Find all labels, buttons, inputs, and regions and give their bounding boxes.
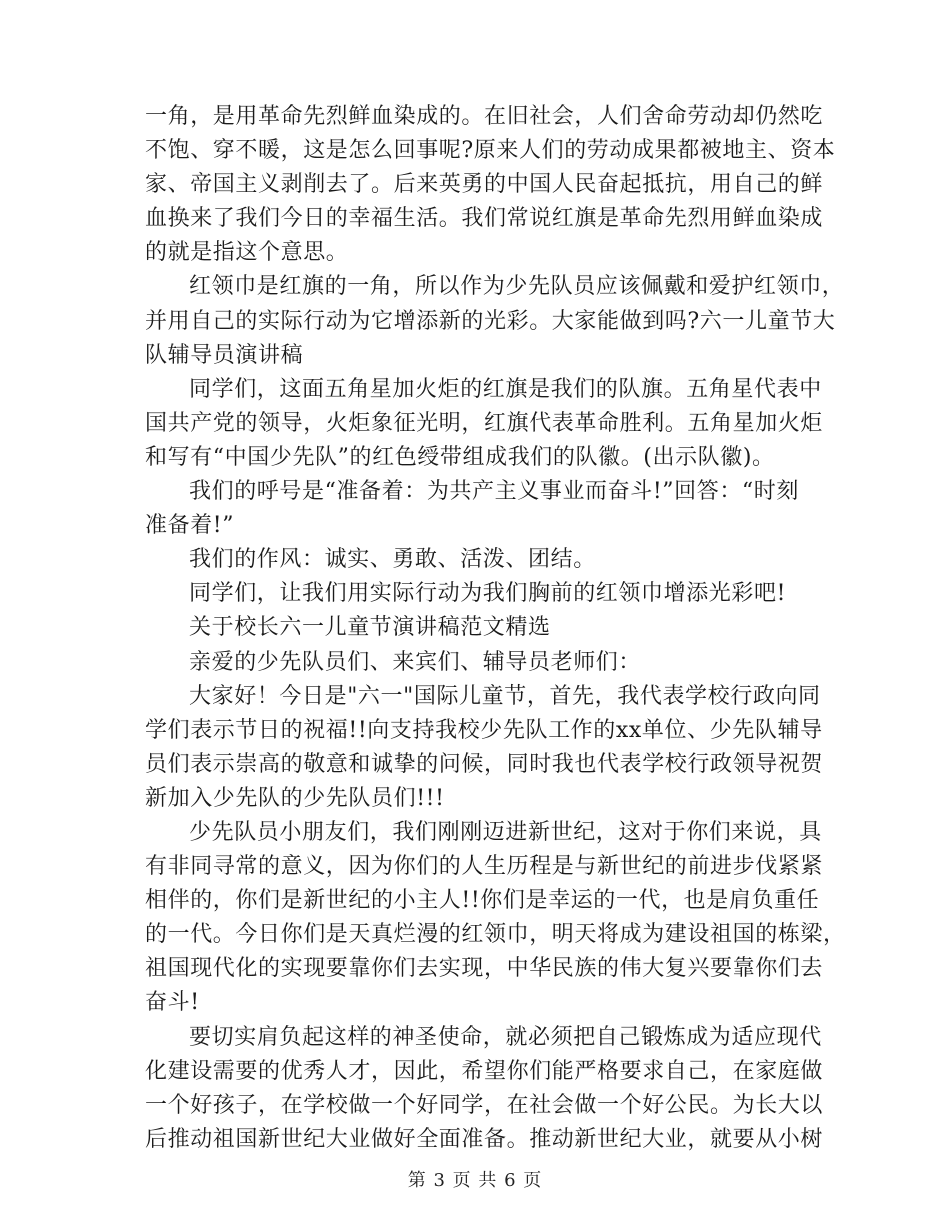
text-line: 学们表示节日的祝福!!向支持我校少先队工作的xx单位、少先队辅导 <box>145 717 823 743</box>
text-line: 血换来了我们今日的幸福生活。我们常说红旗是革命先烈用鲜血染成 <box>145 206 824 232</box>
text-line: 队辅导员演讲稿 <box>145 342 304 368</box>
text-line: 要切实肩负起这样的神圣使命，就必须把自己锻炼成为适应现代 <box>189 1024 822 1050</box>
text-line: 员们表示崇高的敬意和诚挚的问候，同时我也代表学校行政领导祝贺 <box>145 751 824 777</box>
text-line: 国共产党的领导，火炬象征光明，红旗代表革命胜利。五角星加火炬 <box>145 410 824 436</box>
text-line: 同学们，这面五角星加火炬的红旗是我们的队旗。五角星代表中 <box>189 376 822 402</box>
document-body <box>145 100 846 1157</box>
text-line: 和写有“中国少先队”的红色绶带组成我们的队徽。(出示队徽)。 <box>145 444 775 470</box>
text-line: 后推动祖国新世纪大业做好全面准备。推动新世纪大业，就要从小树 <box>145 1126 824 1152</box>
text-line: 化建设需要的优秀人才，因此，希望你们能严格要求自己，在家庭做 <box>145 1058 824 1084</box>
text-line: 相伴的，你们是新世纪的小主人!!你们是幸运的一代，也是肩负重任 <box>145 888 820 914</box>
text-line: 家、帝国主义剥削去了。后来英勇的中国人民奋起抵抗，用自己的鲜 <box>145 172 824 198</box>
text-line: 新加入少先队的少先队员们!!! <box>145 785 445 811</box>
text-line: 我们的呼号是“准备着：为共产主义事业而奋斗!”回答：“时刻 <box>189 479 799 505</box>
text-line: 奋斗! <box>145 990 200 1016</box>
text-line: 的一代。今日你们是天真烂漫的红领巾，明天将成为建设祖国的栋梁， <box>145 922 846 948</box>
text-line: 红领巾是红旗的一角，所以作为少先队员应该佩戴和爱护红领巾， <box>189 274 845 300</box>
text-line: 一个好孩子，在学校做一个好同学，在社会做一个好公民。为长大以 <box>145 1092 824 1118</box>
text-line: 有非同寻常的意义，因为你们的人生历程是与新世纪的前进步伐紧紧 <box>145 854 824 880</box>
text-line: 的就是指这个意思。 <box>145 240 349 266</box>
text-line: 大家好！今日是"六一"国际儿童节，首先，我代表学校行政向同 <box>189 683 821 709</box>
text-line: 不饱、穿不暖，这是怎么回事呢?原来人们的劳动成果都被地主、资本 <box>145 138 836 164</box>
page-number-footer: 第 3 页 共 6 页 <box>407 1170 543 1191</box>
text-line: 同学们，让我们用实际行动为我们胸前的红领巾增添光彩吧! <box>189 581 787 607</box>
text-line: 祖国现代化的实现要靠你们去实现，中华民族的伟大复兴要靠你们去 <box>145 956 824 982</box>
text-line: 一角，是用革命先烈鲜血染成的。在旧社会，人们舍命劳动却仍然吃 <box>145 104 824 129</box>
text-line: 准备着!” <box>145 513 235 539</box>
text-line: 少先队员小朋友们，我们刚刚迈进新世纪，这对于你们来说，具 <box>189 819 822 845</box>
text-line: 关于校长六一儿童节演讲稿范文精选 <box>189 615 551 641</box>
text-line: 并用自己的实际行动为它增添新的光彩。大家能做到吗?六一儿童节大 <box>145 308 836 334</box>
text-line: 亲爱的少先队员们、来宾们、辅导员老师们： <box>189 649 642 675</box>
text-line: 我们的作风：诚实、勇敢、活泼、团结。 <box>189 547 596 573</box>
